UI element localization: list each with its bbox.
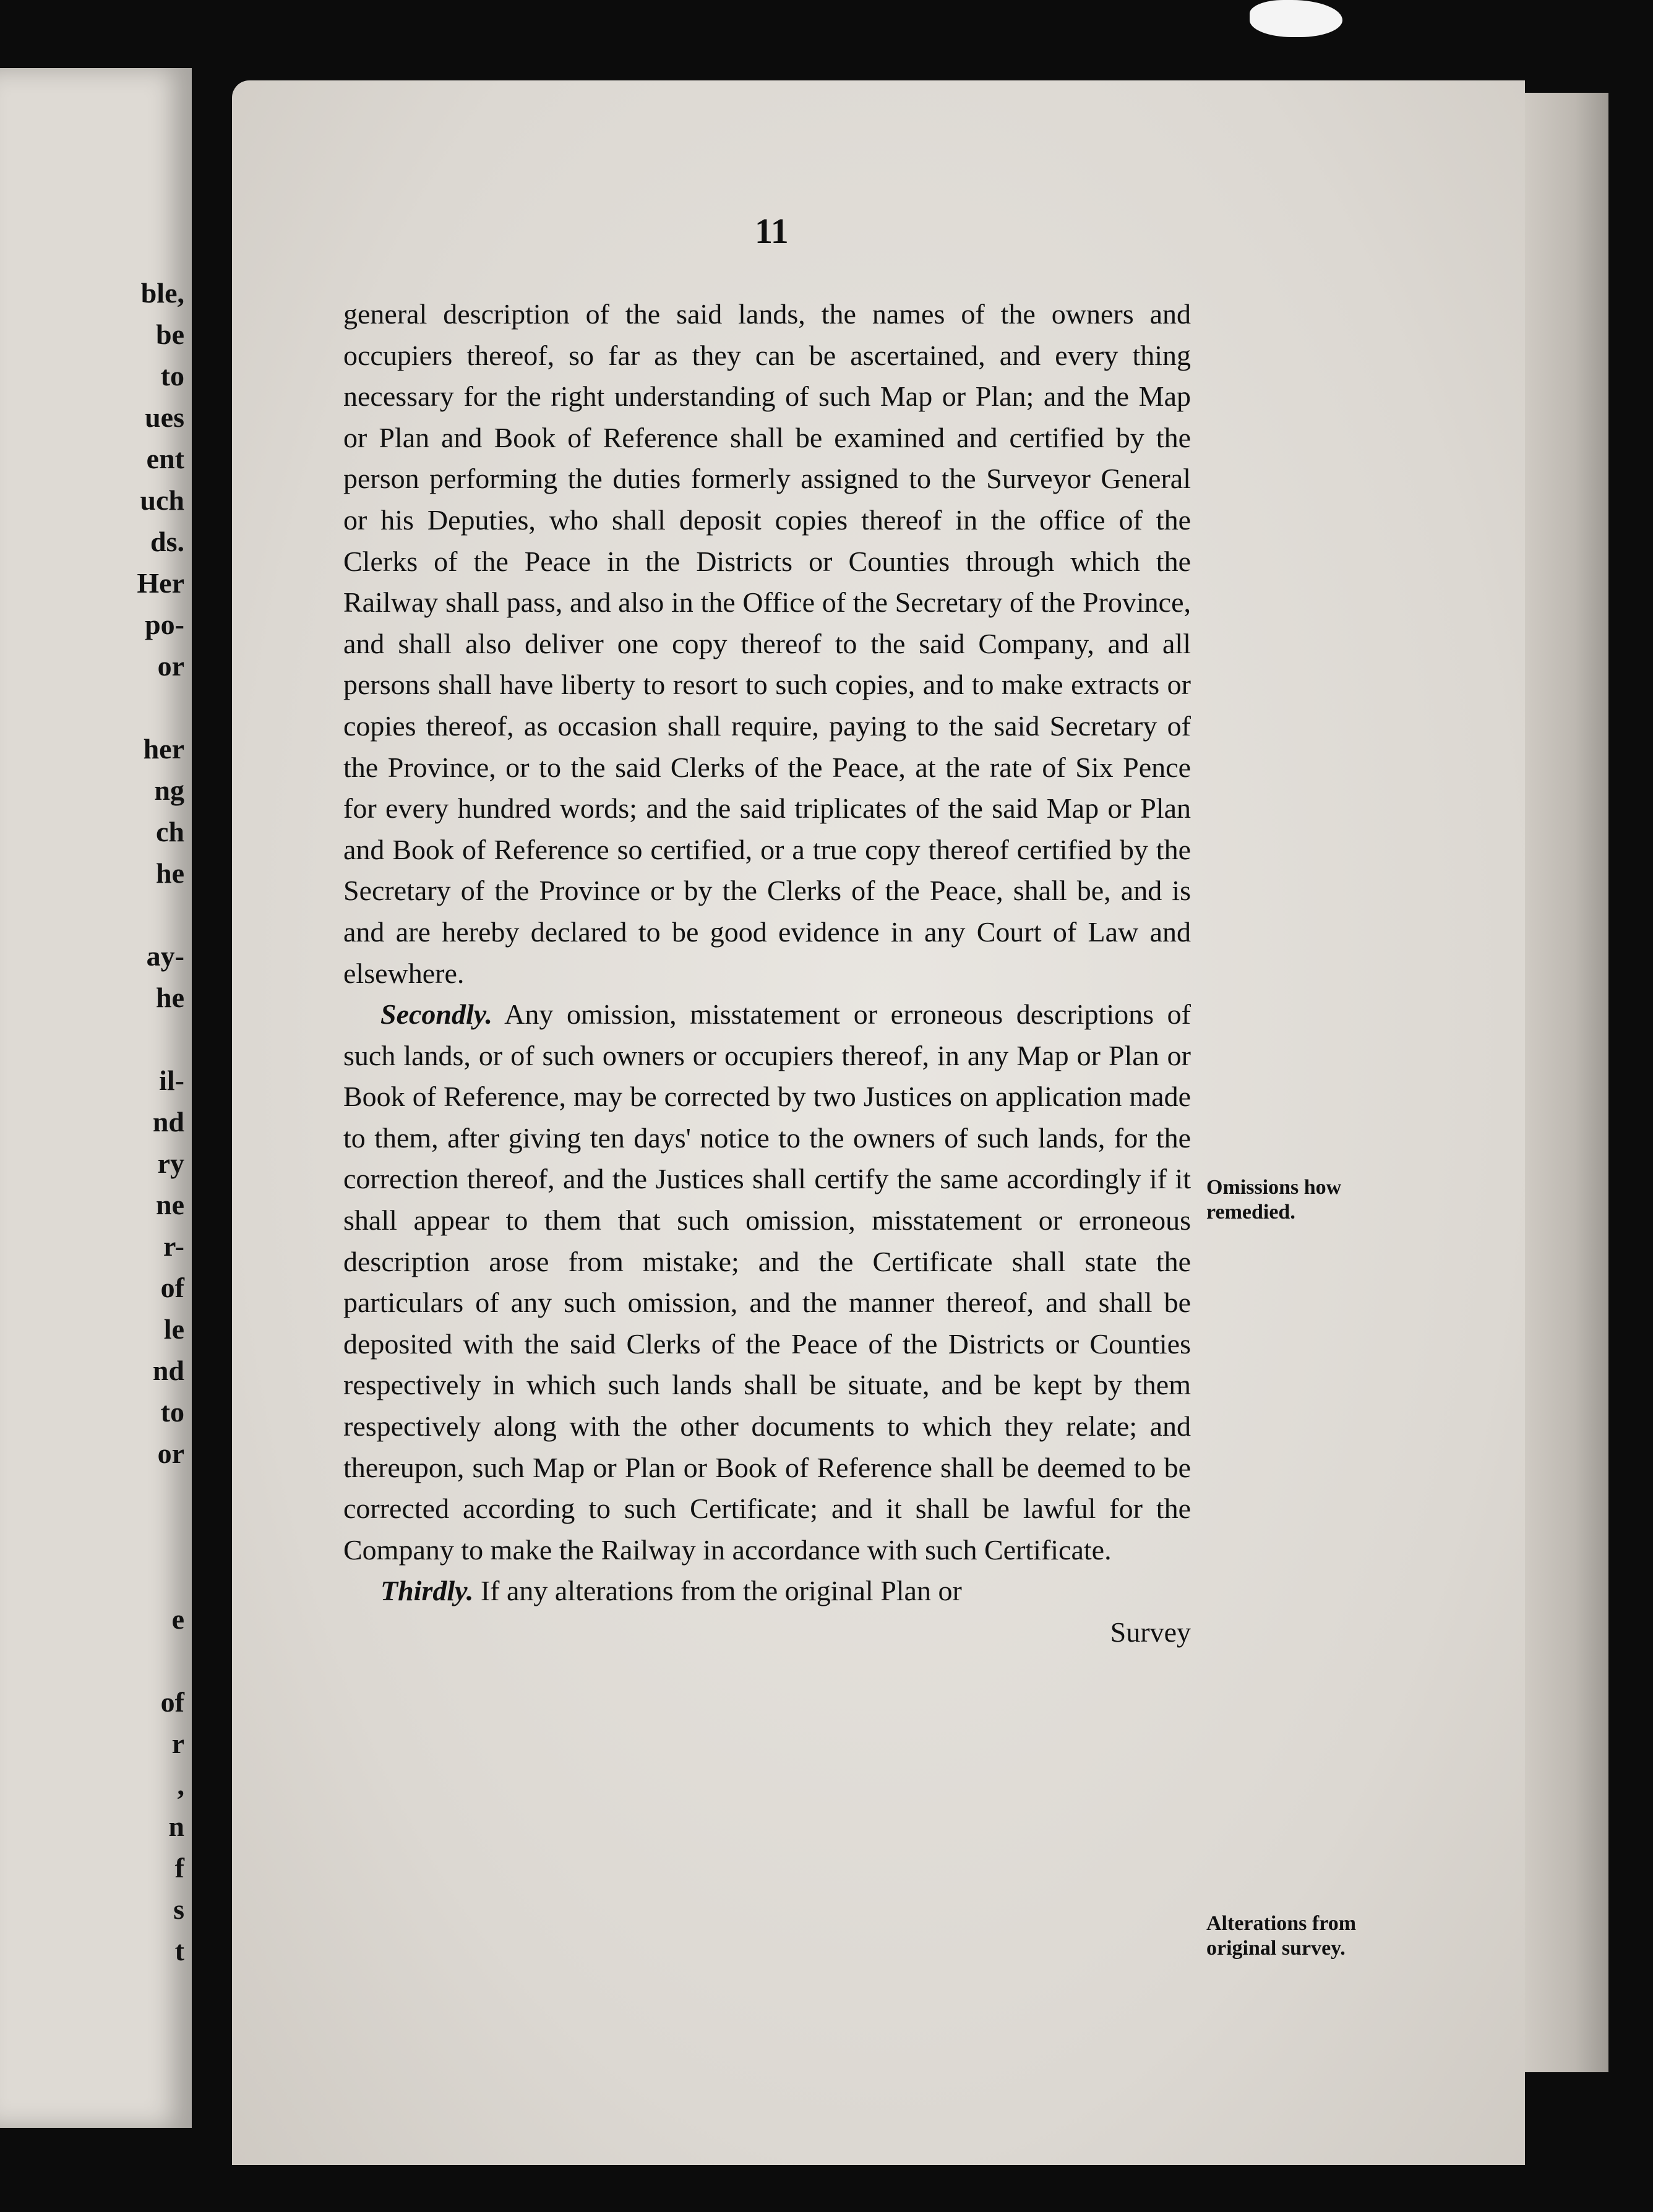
facing-page-fragment: t: [174, 1935, 184, 1966]
paragraph-1: general description of the said lands, the names of the owners and occupiers thereof, so far as they can be ascertained, and every thing necessary for the right understanding of such Map or Plan; and the Map or Plan and Book of Reference shall be examined and certified by the person performing the duties formerly assigned to the Surveyor General or his Deputies, who shall deposit copies thereof in the office of the Clerks of the Peace in the Districts or Counties through which the Railway shall pass, and also in the Office of the Secretary of the Province, and shall also deliver one copy thereof to the said Company, and all persons shall have liberty to resort to such copies, and to make extracts or copies thereof, as occasion shall require, paying to the said Secretary of the Province, or to the said Clerks of the Peace, at the rate of Six Pence for every hundred words; and the said triplicates of the said Map or Plan and Book of Reference so certified, or a true copy thereof certified by the Secretary of the Province or by the Clerks of the Peace, shall be, and is and are hereby declared to be good evidence in any Court of Law and elsewhere.: [343, 298, 1191, 989]
facing-page-fragment: r-: [163, 1230, 184, 1262]
facing-page-fragment: le: [163, 1313, 184, 1345]
facing-page-fragment: f: [174, 1852, 184, 1884]
facing-page-fragment: ent: [146, 443, 184, 474]
page-edge: [1525, 93, 1608, 2072]
facing-page-fragment: nd: [152, 1355, 184, 1386]
catchword: Survey: [1110, 1616, 1191, 1648]
margin-note-omissions: Omissions how remedied.: [1206, 1176, 1342, 1224]
facing-page-fragment: ues: [145, 401, 184, 433]
facing-page-fragment: ay-: [146, 940, 184, 972]
facing-page: [0, 68, 192, 2128]
facing-page-fragment: or: [157, 1438, 184, 1469]
facing-page-fragment: r: [171, 1728, 184, 1759]
paragraph-2-text: Any omission, misstatement or erroneous descriptions of such lands, or of such owners or occupiers thereof, in any Map or Plan or Book of Reference, may be corrected by two Justices on application made to them, after giving ten days' notice to the owners of such lands, for the correction thereof, and the Justices shall certify the same accordingly if it shall appear to them that such omission, misstatement or erroneous description arose from mistake; and the Certificate shall state the particulars of any such omission, and the manner thereof, and shall be deposited with the said Clerks of the Peace of the Districts or Counties respectively in which such lands shall be situate, and be kept by them respectively along with the other documents to which they relate; and thereupon, such Map or Plan or Book of Reference shall be deemed to be corrected according to such Certificate; and it shall be lawful for the Company to make the Railway in accordance with such Certificate.: [343, 998, 1191, 1566]
facing-page-fragment: ,: [177, 1769, 184, 1801]
facing-page-text-fragments: [137, 272, 184, 1971]
facing-page-fragment: of: [160, 1272, 184, 1303]
paragraph-3-text: If any alterations from the original Plan or: [473, 1575, 962, 1607]
facing-page-fragment: e: [171, 1603, 184, 1635]
facing-page-fragment: nd: [152, 1106, 184, 1138]
facing-page-fragment: be: [156, 319, 184, 350]
paragraph-2-lead: Secondly.: [380, 998, 492, 1031]
facing-page-fragment: of: [160, 1686, 184, 1718]
facing-page-fragment: ne: [156, 1189, 184, 1220]
facing-page-fragment: he: [156, 982, 184, 1013]
facing-page-fragment: po-: [145, 609, 184, 640]
paragraph-3-lead: Thirdly.: [380, 1575, 474, 1607]
facing-page-fragment: ry: [157, 1147, 184, 1179]
facing-page-fragment: her: [143, 733, 184, 765]
facing-page-fragment: ch: [156, 816, 184, 847]
facing-page-fragment: Her: [137, 567, 184, 599]
facing-page-fragment: to: [160, 1396, 184, 1428]
facing-page-fragment: ds.: [150, 526, 184, 557]
facing-page-fragment: n: [168, 1811, 184, 1842]
facing-page-fragment: to: [160, 360, 184, 392]
margin-note-alterations: Alterations from original survey.: [1206, 1912, 1357, 1960]
page-number: 11: [755, 211, 789, 251]
blot-mark: [1250, 0, 1342, 37]
facing-page-fragment: or: [157, 650, 184, 682]
facing-page-fragment: ble,: [140, 277, 184, 309]
facing-page-fragment: s: [173, 1893, 184, 1925]
facing-page-fragment: ng: [154, 774, 184, 806]
facing-page-fragment: uch: [140, 484, 184, 516]
body-text: [343, 294, 1191, 1653]
paragraph-2: [343, 994, 1191, 1571]
facing-page-fragment: il-: [159, 1065, 184, 1096]
facing-page-fragment: he: [156, 857, 184, 889]
paragraph-3: [343, 1571, 1191, 1612]
